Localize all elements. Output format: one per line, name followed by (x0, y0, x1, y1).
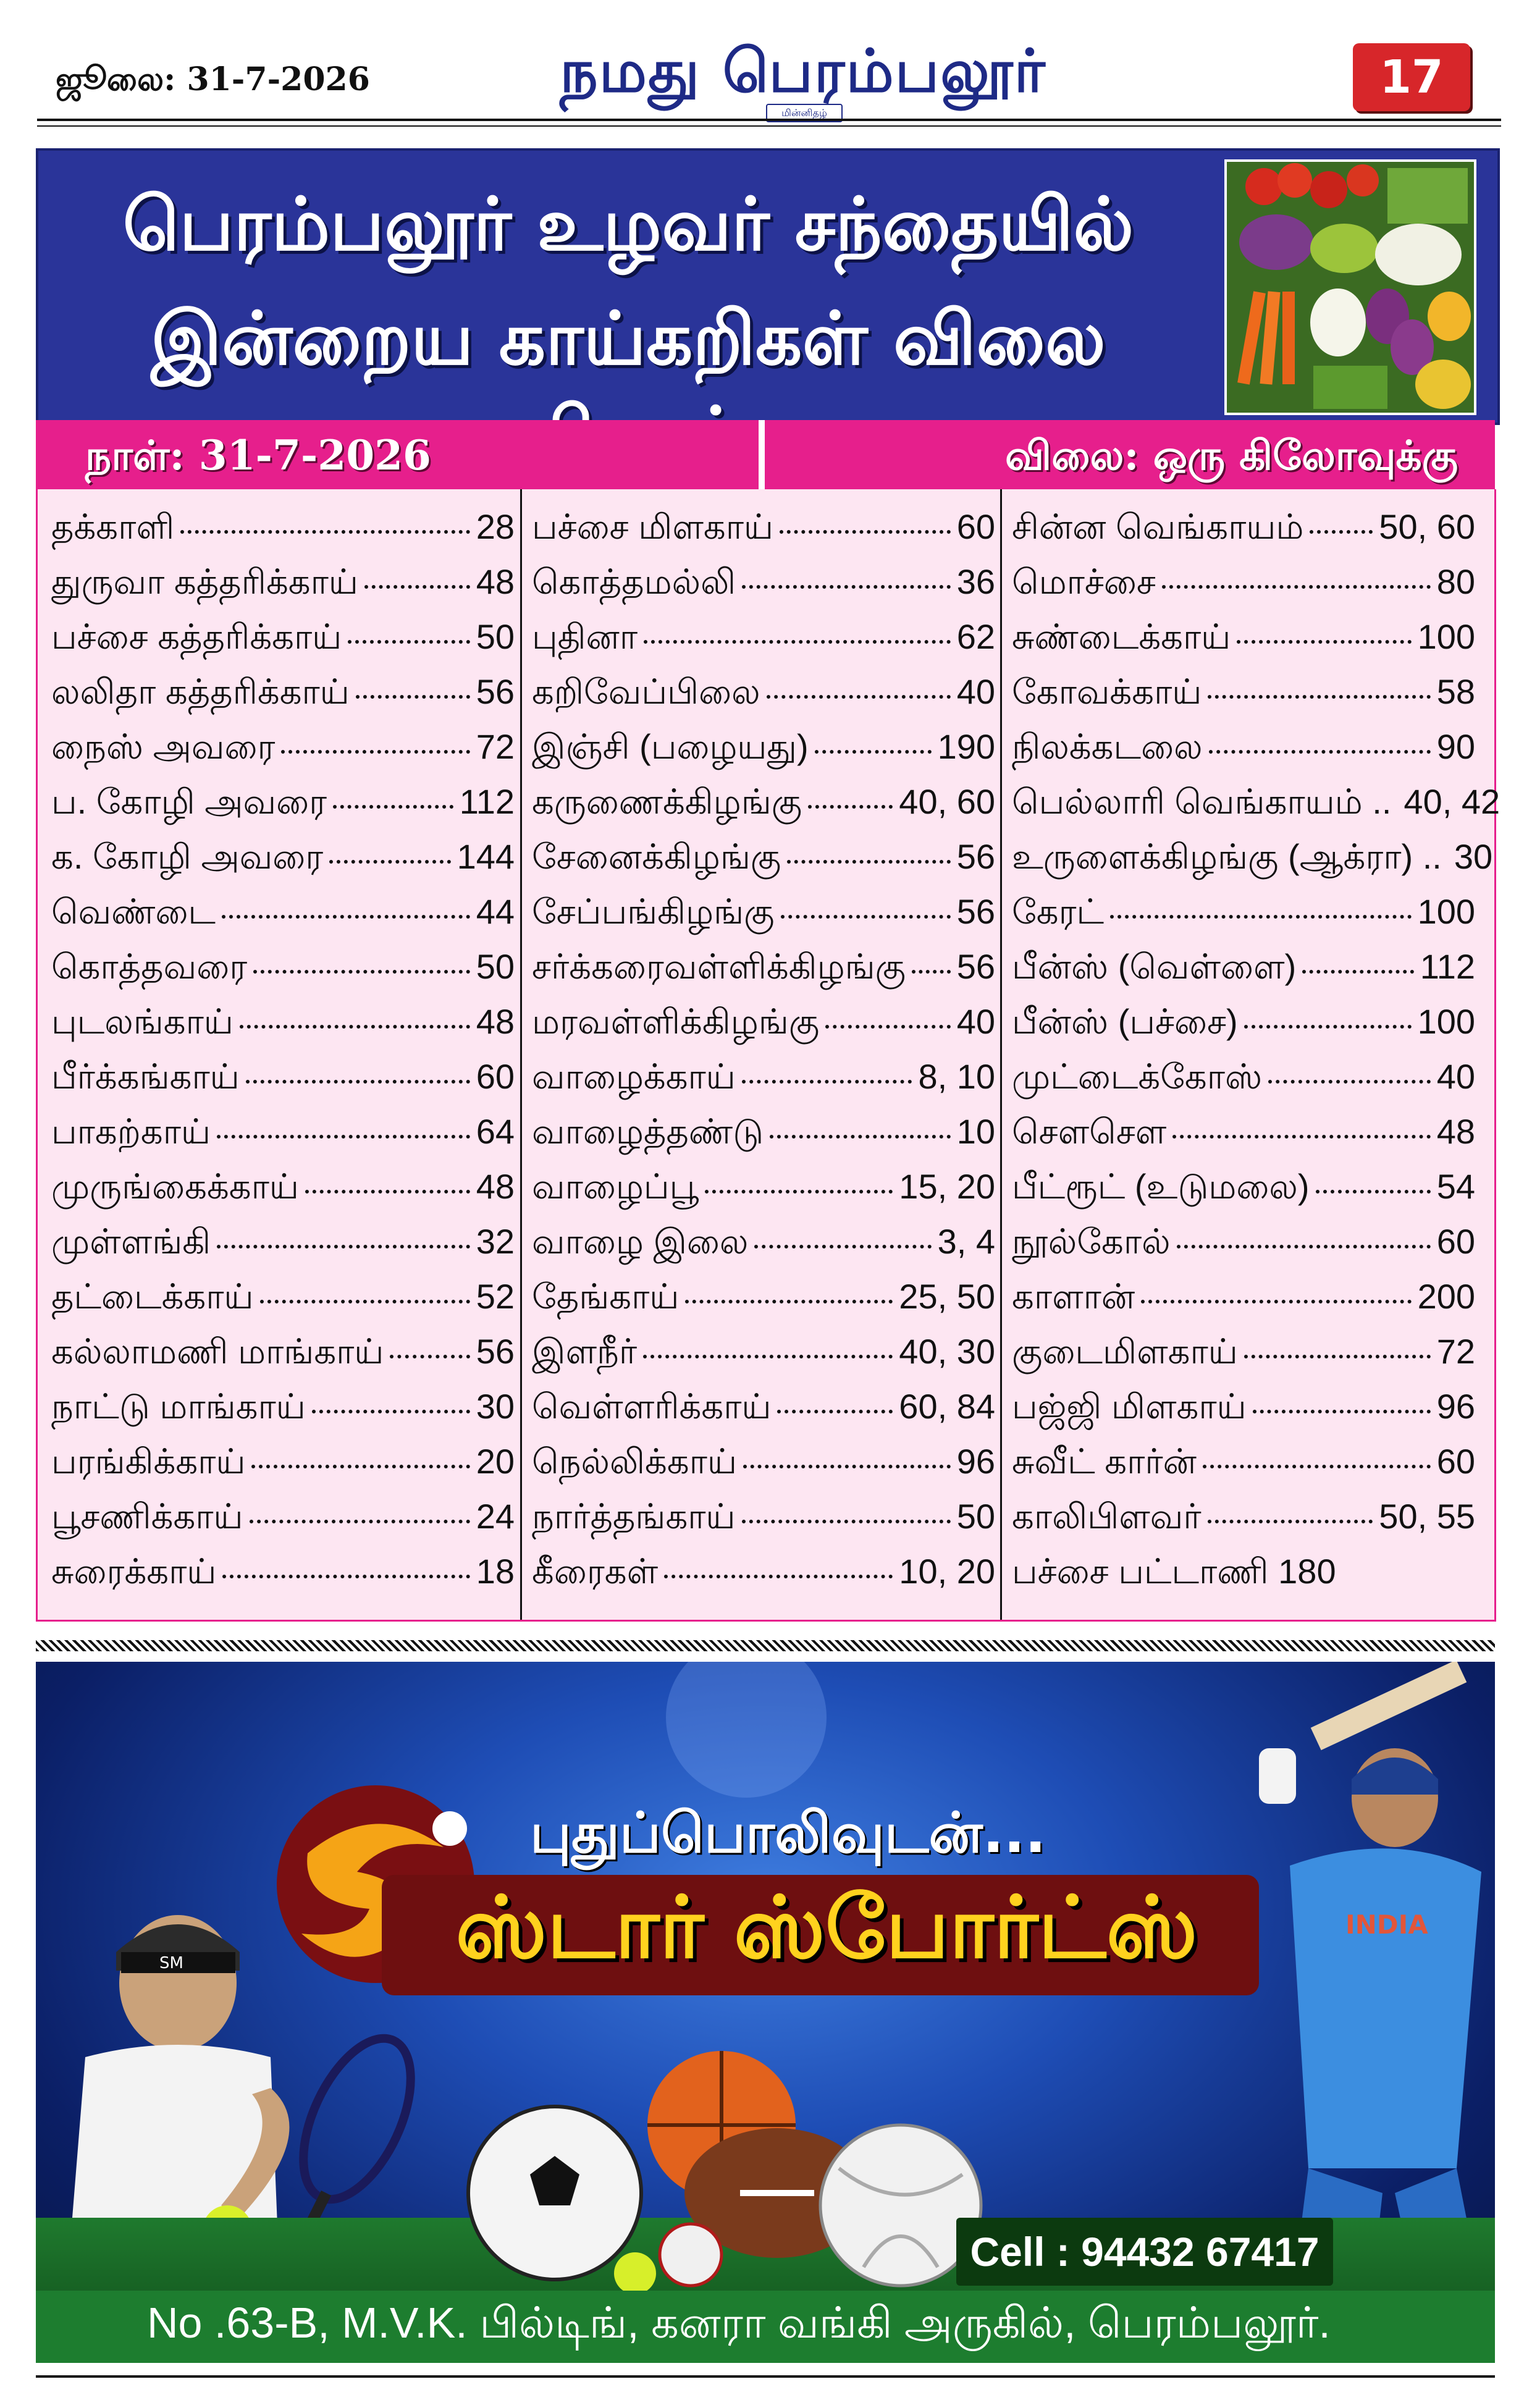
dot-leader (685, 1300, 893, 1303)
svg-text:SM: SM (159, 1954, 183, 1972)
price-row (1012, 1386, 1475, 1441)
price-row (51, 781, 515, 836)
price-row (51, 1221, 515, 1276)
vegetable-price: 90 (1436, 727, 1475, 766)
vegetable-price: 62 (956, 617, 995, 656)
vegetable-name: வெள்ளரிக்காய் (532, 1387, 772, 1426)
vegetable-price: 40, 42 (1404, 782, 1500, 821)
section-separator (36, 1640, 1495, 1651)
price-row (51, 562, 515, 617)
vegetable-price: 44 (476, 892, 515, 931)
advertisement (36, 1662, 1495, 2363)
dot-leader (743, 1465, 951, 1468)
vegetable-name: சுண்டைக்காய் (1012, 617, 1231, 656)
vegetable-name: முள்ளங்கி (51, 1222, 211, 1261)
price-table (36, 489, 1500, 1622)
dot-leader (217, 1245, 470, 1248)
price-row (51, 891, 515, 946)
price-column-2 (532, 507, 995, 1606)
price-row (532, 1441, 995, 1496)
vegetable-price: 60 (956, 507, 995, 546)
price-row (51, 836, 515, 891)
vegetable-name: குடைமிளகாய் (1012, 1332, 1238, 1371)
price-row (532, 891, 995, 946)
price-row (51, 1331, 515, 1386)
vegetable-name: தட்டைக்காய் (51, 1277, 254, 1316)
vegetable-name: லலிதா கத்தரிக்காய் (51, 672, 350, 711)
vegetable-name: கொத்தமல்லி (532, 562, 736, 601)
vegetable-name: வாழைக்காய் (532, 1057, 736, 1096)
vegetable-name: தேங்காய் (532, 1277, 680, 1316)
price-row (51, 946, 515, 1001)
dot-leader (1208, 695, 1430, 699)
vegetable-name: கேரட் (1012, 892, 1105, 931)
price-row (1012, 1111, 1475, 1166)
dot-leader (312, 1410, 470, 1413)
vegetable-price: 50, 55 (1379, 1497, 1475, 1536)
price-row (51, 1276, 515, 1331)
price-row (1012, 1221, 1475, 1276)
dot-leader (251, 1465, 469, 1468)
price-row (51, 1111, 515, 1166)
vegetable-price: 32 (476, 1222, 515, 1261)
price-row (532, 781, 995, 836)
vegetable-price: 100 (1417, 617, 1475, 656)
vegetable-price: 60 (476, 1057, 515, 1096)
vegetable-price: 58 (1436, 672, 1475, 711)
vegetable-name: வாழை இலை (532, 1222, 749, 1261)
price-row (532, 1276, 995, 1331)
dot-leader (348, 640, 469, 644)
bottom-rule (36, 2375, 1495, 2378)
vegetable-name: காளான் (1012, 1277, 1135, 1316)
vegetable-name: சேப்பங்கிழங்கு (532, 892, 775, 931)
vegetable-price: 60 (1436, 1222, 1475, 1261)
dot-leader (1208, 1520, 1373, 1523)
column-divider (1000, 489, 1002, 1620)
price-row (532, 1166, 995, 1221)
headline-line-1: பெரம்பலூர் உழவர் சந்தையில் (122, 182, 1134, 267)
dot-leader (742, 585, 951, 589)
dot-leader (777, 1410, 893, 1413)
vegetable-price: 56 (956, 837, 995, 876)
vegetable-price: 50 (476, 617, 515, 656)
price-row (532, 1386, 995, 1441)
dot-leader (1244, 1025, 1412, 1029)
dot-leader (754, 1245, 931, 1248)
issue-date: ஜூலை: 31-7-2026 (56, 61, 370, 98)
price-row (532, 1221, 995, 1276)
dot-leader (780, 530, 951, 534)
dot-leader (781, 915, 951, 919)
dot-leader (246, 1080, 470, 1084)
vegetable-price: 64 (476, 1112, 515, 1151)
vegetable-name: காலிபிளவர் (1012, 1497, 1202, 1536)
vegetable-name: நூல்கோல் (1012, 1222, 1171, 1261)
masthead-rule-thin (37, 125, 1501, 127)
dot-leader (1237, 640, 1411, 644)
vegetable-price: 15, 20 (899, 1167, 995, 1206)
headline-banner (36, 148, 1500, 425)
market-date: நாள்: 31-7-2026 (85, 431, 431, 479)
dot-leader (364, 585, 470, 589)
dot-leader (787, 860, 950, 864)
vegetable-name: புதினா (532, 617, 638, 656)
vegetable-price: 8, 10 (918, 1057, 995, 1096)
price-row (532, 671, 995, 726)
dot-leader (664, 1575, 893, 1578)
newspaper-subtitle: மின்னிதழ் (766, 104, 843, 122)
vegetable-price: 48 (476, 1002, 515, 1041)
vegetable-price: 80 (1436, 562, 1475, 601)
column-divider (520, 489, 522, 1620)
dot-leader (705, 1190, 893, 1193)
vegetable-name: பீட்ரூட் (உடுமலை) (1012, 1167, 1310, 1206)
dot-leader (356, 695, 470, 699)
price-row (1012, 1331, 1475, 1386)
dot-leader (742, 1080, 912, 1084)
price-row (1012, 671, 1475, 726)
dot-leader (808, 805, 893, 809)
vegetable-name: இளநீர் (532, 1332, 638, 1371)
vegetable-price: 36 (956, 562, 995, 601)
ad-address: No .63-B, M.V.K. பில்டிங், கனரா வங்கி அருகில், பெரம்பலூர். (147, 2299, 1331, 2347)
price-row (1012, 617, 1475, 671)
price-row (532, 617, 995, 671)
vegetable-name: நெல்லிக்காய் (532, 1442, 737, 1481)
price-row (51, 671, 515, 726)
vegetable-name: நிலக்கடலை (1012, 727, 1203, 766)
vegetable-name: பீன்ஸ் (வெள்ளை) (1012, 947, 1297, 986)
masthead-rule (37, 119, 1501, 121)
dot-leader (281, 750, 469, 754)
ad-tagline: புதுப்பொலிவுடன்... (530, 1801, 1046, 1866)
vegetable-name: முட்டைக்கோஸ் (1012, 1057, 1263, 1096)
price-row (51, 726, 515, 781)
vegetable-name: கருணைக்கிழங்கு (532, 782, 802, 821)
vegetable-name: க. கோழி அவரை (51, 837, 324, 876)
price-unit: விலை: ஒரு கிலோவுக்கு (1005, 431, 1458, 479)
vegetable-price: 52 (476, 1277, 515, 1316)
vegetable-price: 200 (1417, 1277, 1475, 1316)
vegetable-name: சுரைக்காய் (51, 1552, 217, 1591)
vegetable-name: சேனைக்கிழங்கு (532, 837, 781, 876)
headline-line-2: இன்றைய காய்கறிகள் விலை (151, 296, 1106, 381)
price-row (1012, 1496, 1475, 1551)
vegetable-price: 72 (1436, 1332, 1475, 1371)
vegetable-price: 40 (956, 1002, 995, 1041)
vegetable-name: வாழைத்தண்டு (532, 1112, 764, 1151)
dot-leader (180, 530, 469, 534)
vegetable-price: 24 (476, 1497, 515, 1536)
dot-leader (1177, 1245, 1431, 1248)
vegetable-name: நார்த்தங்காய் (532, 1497, 736, 1536)
ad-phone: Cell : 94432 67417 (956, 2218, 1333, 2286)
dot-leader (643, 1355, 893, 1358)
vegetable-name: சின்ன வெங்காயம் (1012, 507, 1304, 546)
price-row (51, 617, 515, 671)
price-row (532, 562, 995, 617)
price-row (51, 1496, 515, 1551)
newspaper-title: நமது பெரம்பலூர் (560, 36, 1046, 106)
vegetable-name: துருவா கத்தரிக்காய் (51, 562, 358, 601)
page-number-badge: 17 (1353, 43, 1470, 111)
price-row (51, 1056, 515, 1111)
sports-balls-illustration (431, 2032, 987, 2292)
vegetable-price: 30 (476, 1387, 515, 1426)
dot-leader (1268, 1080, 1431, 1084)
dot-leader (1244, 1355, 1431, 1358)
price-column-1 (51, 507, 515, 1606)
price-row (532, 726, 995, 781)
vegetable-name: சர்க்கரைவள்ளிக்கிழங்கு (532, 947, 906, 986)
vegetable-name: பச்சை பட்டாணி 180 (1012, 1552, 1336, 1591)
dot-leader (767, 695, 951, 699)
dot-leader (1141, 1300, 1411, 1303)
vegetable-price: 40, 60 (899, 782, 995, 821)
vegetable-price: 28 (476, 507, 515, 546)
vegetable-price: 3, 4 (937, 1222, 995, 1261)
ad-brand-name: ஸ்டார் ஸ்போர்ட்ஸ் (455, 1878, 1198, 1977)
price-row (1012, 726, 1475, 781)
vegetable-price: 144 (457, 837, 515, 876)
dot-leader (912, 970, 951, 974)
dot-leader (1203, 1465, 1431, 1468)
dot-leader (333, 805, 453, 809)
vegetable-price: 100 (1417, 892, 1475, 931)
dot-leader (329, 860, 450, 864)
price-row (1012, 836, 1493, 891)
vegetable-price: 48 (1436, 1112, 1475, 1151)
price-row (532, 507, 995, 562)
vegetable-name: நைஸ் அவரை (51, 727, 276, 766)
info-bar (36, 420, 1495, 489)
vegetable-name: இஞ்சி (பழையது) (532, 727, 809, 766)
dot-leader (222, 915, 470, 919)
dot-leader (250, 1520, 470, 1523)
dot-leader (217, 1135, 470, 1139)
price-row (532, 836, 995, 891)
vegetable-price: 96 (1436, 1387, 1475, 1426)
vegetables-illustration (1227, 162, 1474, 413)
vegetable-price: 96 (956, 1442, 995, 1481)
dot-leader (1162, 585, 1431, 589)
vegetable-name: கறிவேப்பிலை (532, 672, 760, 711)
vegetable-name: கீரைகள் (532, 1552, 659, 1591)
dot-leader (1302, 970, 1413, 974)
vegetable-name: கொத்தவரை (51, 947, 248, 986)
dot-leader (305, 1190, 470, 1193)
vegetable-name: சௌசௌ (1012, 1112, 1167, 1151)
price-row (532, 1331, 995, 1386)
price-row (51, 1441, 515, 1496)
vegetables-photo (1224, 159, 1476, 415)
dot-leader (222, 1575, 469, 1578)
dot-leader (1310, 530, 1373, 534)
price-row (1012, 1056, 1475, 1111)
vegetable-name: கோவக்காய் (1012, 672, 1202, 711)
vegetable-name: சுவீட் கார்ன் (1012, 1442, 1197, 1481)
vegetable-name: கல்லாமணி மாங்காய் (51, 1332, 384, 1371)
dot-leader (742, 1520, 951, 1523)
price-row (532, 1056, 995, 1111)
vegetable-price: 18 (476, 1552, 515, 1591)
vegetable-name: நாட்டு மாங்காய் (51, 1387, 306, 1426)
vegetable-price: 20 (476, 1442, 515, 1481)
vegetable-name: முருங்கைக்காய் (51, 1167, 299, 1206)
price-row (532, 1551, 995, 1606)
price-row (51, 507, 515, 562)
dot-leader (1316, 1190, 1431, 1193)
vegetable-price: 56 (956, 892, 995, 931)
vegetable-price: 56 (476, 1332, 515, 1371)
price-row (1012, 781, 1500, 836)
price-row (532, 1001, 995, 1056)
vegetable-price: 50, 60 (1379, 507, 1475, 546)
dot-leader (1209, 750, 1431, 754)
vegetable-name: புடலங்காய் (51, 1002, 234, 1041)
dot-leader (260, 1300, 470, 1303)
price-row (1012, 891, 1475, 946)
price-row (51, 1386, 515, 1441)
vegetable-price: 48 (476, 1167, 515, 1206)
vegetable-name: பச்சை கத்தரிக்காய் (51, 617, 342, 656)
dot-leader (240, 1025, 470, 1029)
price-row (1012, 562, 1475, 617)
vegetable-name: பஜ்ஜி மிளகாய் (1012, 1387, 1247, 1426)
dot-leader (1172, 1135, 1430, 1139)
price-row (1012, 1001, 1475, 1056)
masthead (37, 25, 1501, 117)
dot-leader (1110, 915, 1411, 919)
price-row (1012, 1551, 1475, 1606)
vegetable-price: 40, 30 (899, 1332, 995, 1371)
vegetable-price: 10 (956, 1112, 995, 1151)
vegetable-price: 112 (1420, 947, 1475, 986)
vegetable-price: 190 (937, 727, 995, 766)
vegetable-name: வாழைப்பூ (532, 1167, 699, 1206)
vegetable-price: 40 (956, 672, 995, 711)
price-row (532, 946, 995, 1001)
vegetable-name: பெல்லாரி வெங்காயம் .. (1012, 782, 1392, 821)
vegetable-price: 10, 20 (899, 1552, 995, 1591)
vegetable-price: 30 (1454, 837, 1493, 876)
vegetable-price: 60, 84 (899, 1387, 995, 1426)
vegetable-price: 25, 50 (899, 1277, 995, 1316)
svg-text:INDIA: INDIA (1345, 1909, 1428, 1940)
vegetable-name: பரங்கிக்காய் (51, 1442, 246, 1481)
vegetable-name: பீன்ஸ் (பச்சை) (1012, 1002, 1238, 1041)
vegetable-price: 72 (476, 727, 515, 766)
vegetable-price: 40 (1436, 1057, 1475, 1096)
vegetable-name: பச்சை மிளகாய் (532, 507, 773, 546)
vegetable-price: 56 (956, 947, 995, 986)
vegetable-price: 54 (1436, 1167, 1475, 1206)
price-row (1012, 1276, 1475, 1331)
vegetable-name: பீர்க்கங்காய் (51, 1057, 240, 1096)
info-divider (759, 420, 765, 489)
price-row (1012, 1166, 1475, 1221)
dot-leader (644, 640, 951, 644)
price-row (1012, 946, 1475, 1001)
dot-leader (770, 1135, 951, 1139)
dot-leader (1253, 1410, 1431, 1413)
vegetable-name: வெண்டை (51, 892, 216, 931)
vegetable-price: 112 (459, 782, 515, 821)
vegetable-name: தக்காளி (51, 507, 175, 546)
price-row (51, 1551, 515, 1606)
price-row (532, 1111, 995, 1166)
vegetable-price: 56 (476, 672, 515, 711)
price-row (532, 1496, 995, 1551)
price-row (51, 1166, 515, 1221)
price-row (1012, 1441, 1475, 1496)
vegetable-name: உருளைக்கிழங்கு (ஆக்ரா) .. (1012, 837, 1442, 876)
vegetable-price: 50 (956, 1497, 995, 1536)
price-row (51, 1001, 515, 1056)
vegetable-price: 48 (476, 562, 515, 601)
vegetable-price: 60 (1436, 1442, 1475, 1481)
price-column-3 (1012, 507, 1500, 1606)
vegetable-name: பாகற்காய் (51, 1112, 211, 1151)
dot-leader (390, 1355, 469, 1358)
vegetable-price: 100 (1417, 1002, 1475, 1041)
vegetable-name: மொச்சை (1012, 562, 1156, 601)
dot-leader (815, 750, 932, 754)
vegetable-name: பூசணிக்காய் (51, 1497, 243, 1536)
vegetable-price: 50 (476, 947, 515, 986)
dot-leader (825, 1025, 950, 1029)
vegetable-name: ப. கோழி அவரை (51, 782, 327, 821)
vegetable-name: மரவள்ளிக்கிழங்கு (532, 1002, 820, 1041)
price-row (1012, 507, 1475, 562)
dot-leader (253, 970, 470, 974)
